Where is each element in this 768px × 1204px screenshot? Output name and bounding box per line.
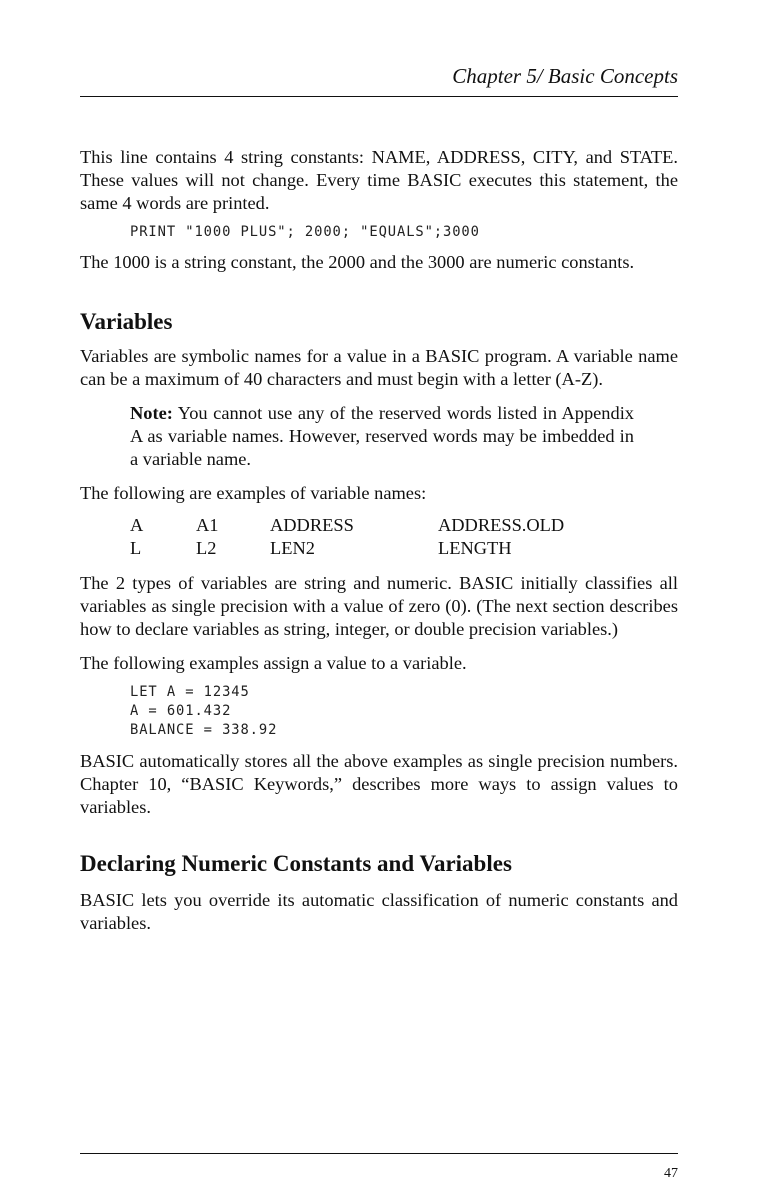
code-line: A = 601.432	[130, 703, 232, 719]
table-row	[130, 514, 564, 537]
code-line: LET A = 12345	[130, 684, 250, 700]
declaring-heading: Declaring Numeric Constants and Variables	[80, 851, 512, 876]
assign-code-block	[80, 683, 678, 740]
table-cell: ADDRESS	[270, 515, 354, 535]
variables-paragraph-2: The 2 types of variables are string and numeric. BASIC initially classifies all variables as single precision with a value of zero (0). (The next section describes how to declare variables as string, integer, or double precision variables.)	[80, 573, 678, 639]
variable-names-table	[130, 514, 564, 560]
table-cell: ADDRESS.OLD	[438, 515, 565, 535]
table-cell: LENGTH	[438, 538, 512, 558]
variables-heading: Variables	[80, 309, 173, 334]
table-cell: L	[130, 538, 142, 558]
intro-paragraph-1: This line contains 4 string constants: NAME, ADDRESS, CITY, and STATE. These values will not change. Every time BASIC executes this statement, the same 4 words are printed.	[80, 147, 678, 213]
intro-paragraph-2: The 1000 is a string constant, the 2000 and the 3000 are numeric constants.	[80, 252, 635, 272]
note-block	[130, 402, 634, 471]
table-row	[130, 537, 564, 560]
table-cell: LEN2	[270, 538, 315, 558]
declaring-paragraph-1: BASIC lets you override its automatic classification of numeric constants and variables.	[80, 890, 678, 933]
table-cell: A	[130, 515, 144, 535]
print-code-line: PRINT "1000 PLUS"; 2000; "EQUALS";3000	[130, 224, 480, 240]
table-cell: L2	[196, 538, 217, 558]
note-text: You cannot use any of the reserved words listed in Appendix A as variable names. However, reserved words may be imbedded in a variable name.	[130, 403, 634, 469]
variables-paragraph-1: Variables are symbolic names for a value in a BASIC program. A variable name can be a maximum of 40 characters and must begin with a letter (A-Z).	[80, 346, 678, 389]
page-content	[80, 146, 678, 935]
running-head: Chapter 5/ Basic Concepts	[452, 64, 678, 88]
examples-intro: The following are examples of variable names:	[80, 483, 427, 503]
table-cell: A1	[196, 515, 219, 535]
page-number: 47	[664, 1166, 678, 1181]
header-rule	[80, 96, 678, 97]
note-label: Note:	[130, 403, 173, 423]
footer-rule	[80, 1153, 678, 1154]
code-line: BALANCE = 338.92	[130, 722, 278, 738]
assign-intro: The following examples assign a value to a variable.	[80, 653, 467, 673]
variables-paragraph-3: BASIC automatically stores all the above examples as single precision numbers. Chapter 10, “BASIC Keywords,” describes more ways to assign values to variables.	[80, 751, 678, 817]
